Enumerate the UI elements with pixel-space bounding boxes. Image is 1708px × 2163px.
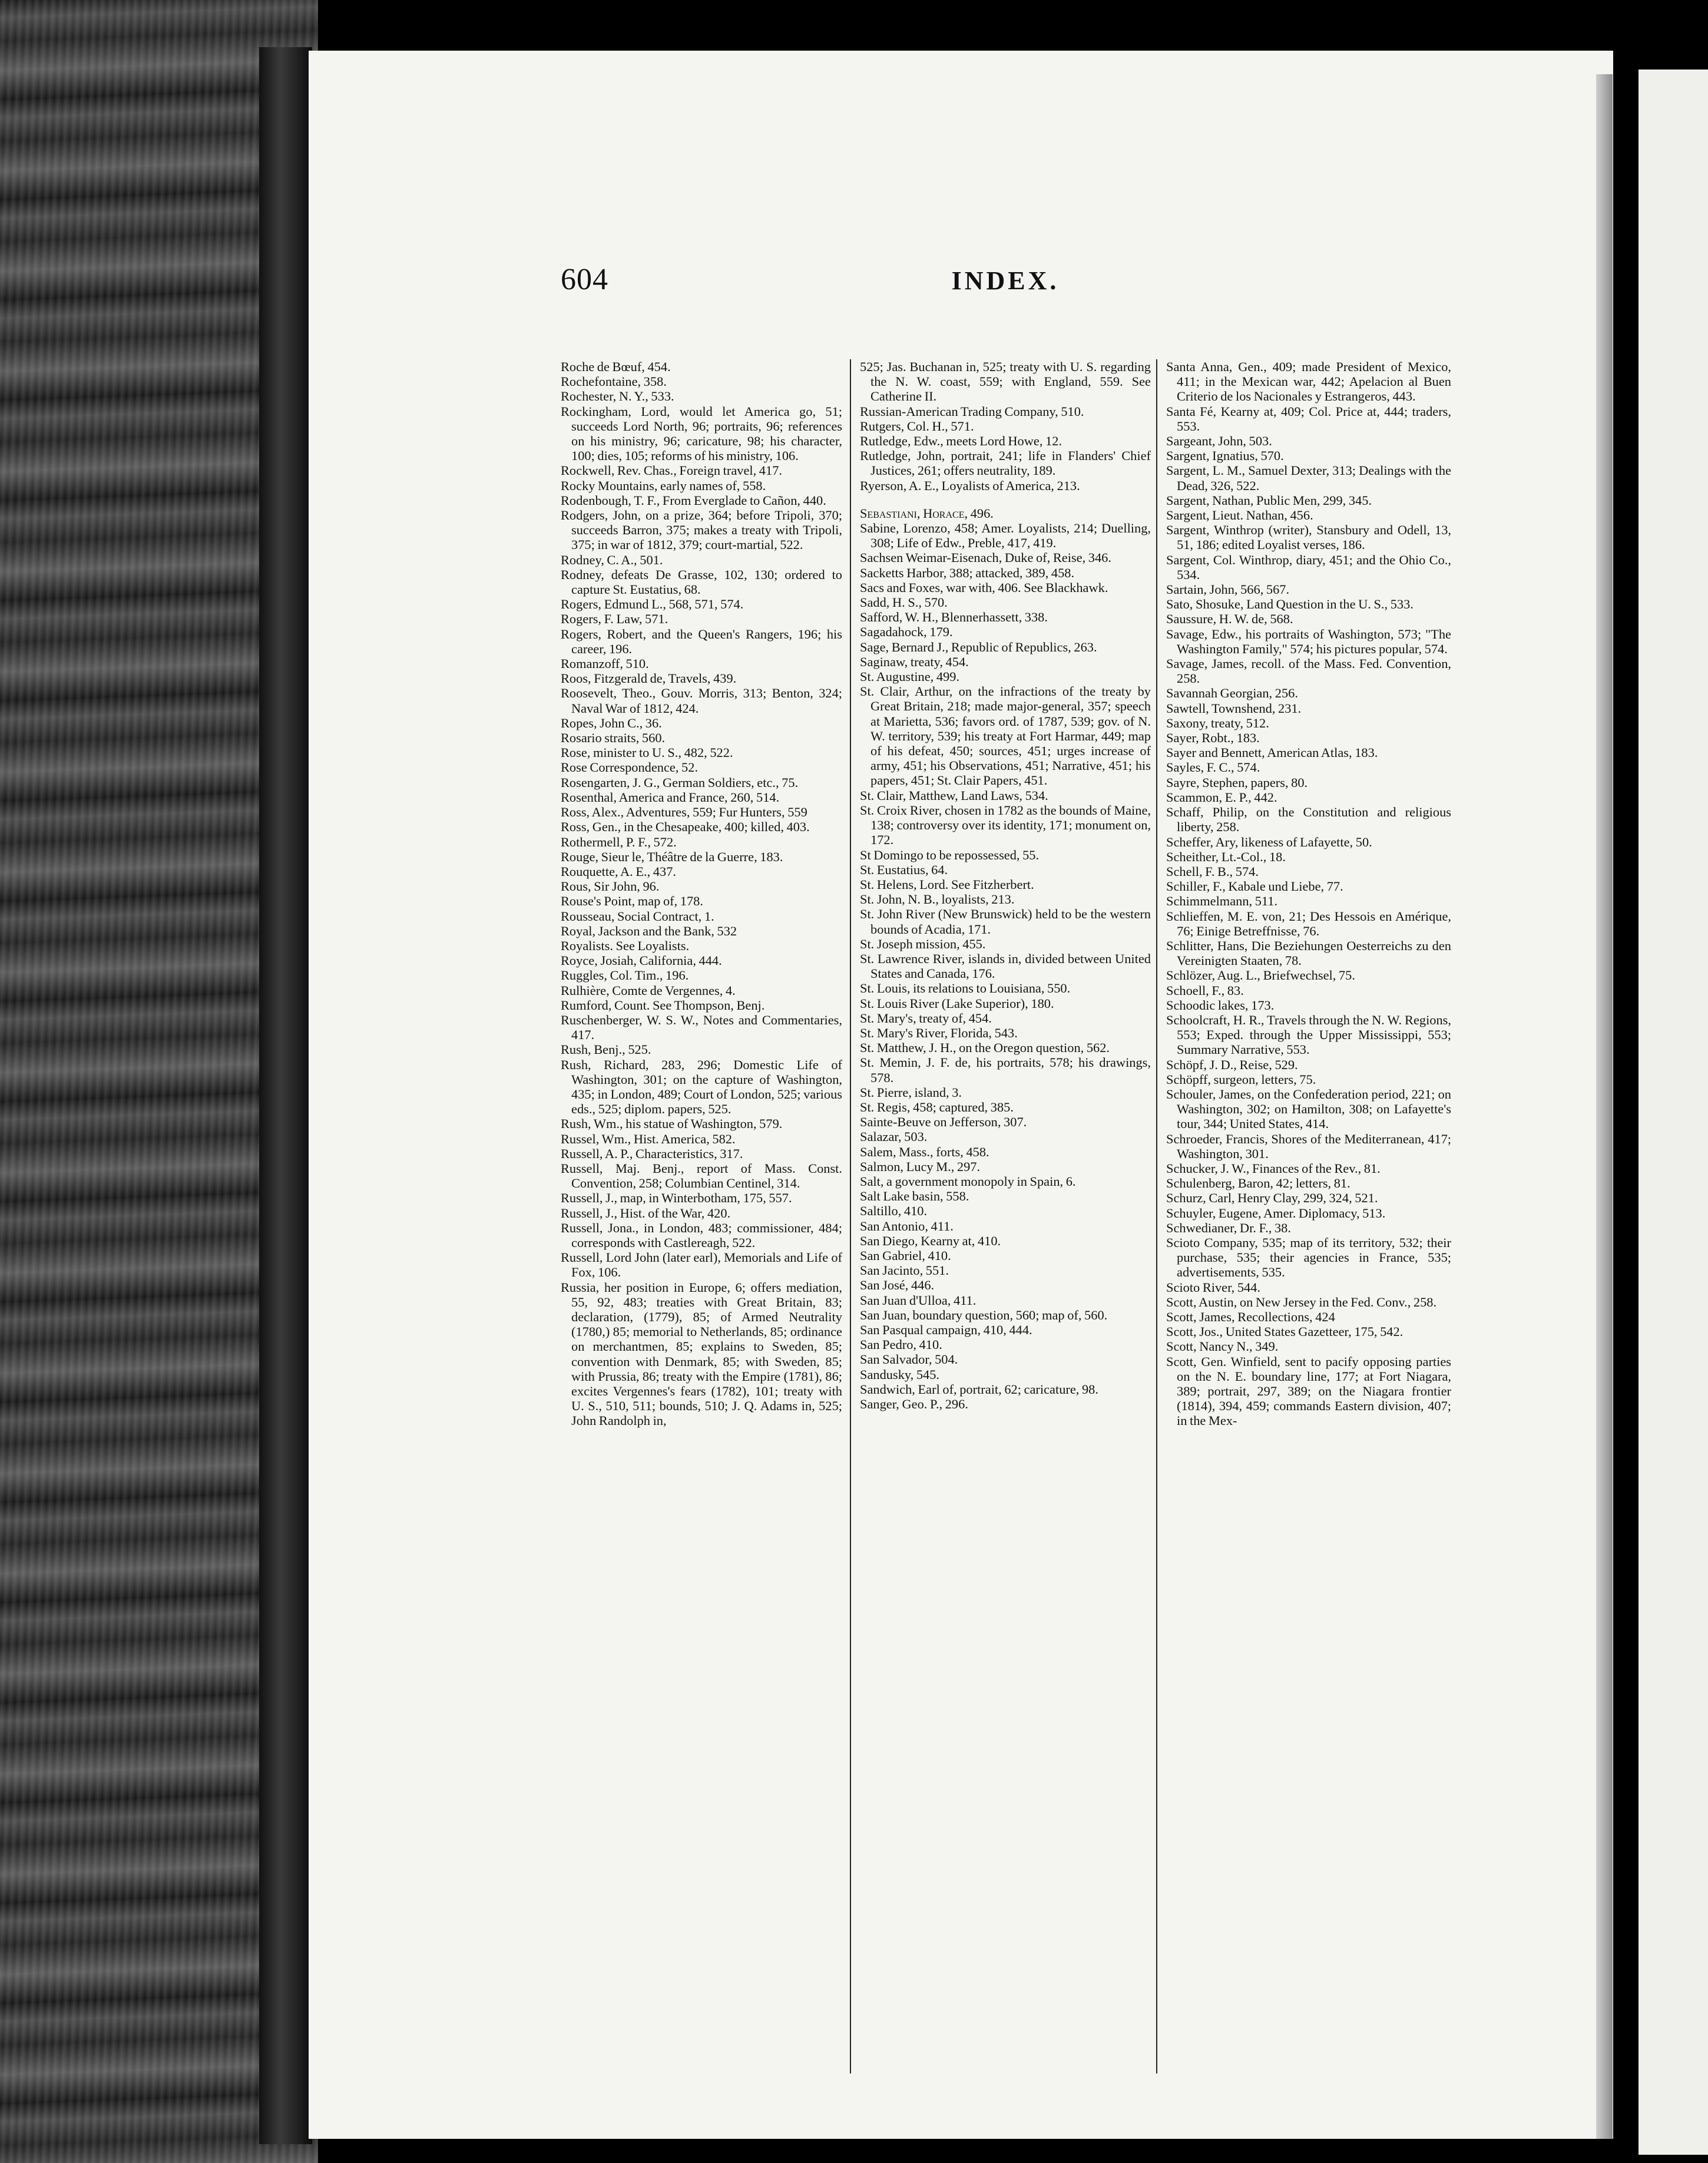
- index-entry: Sachsen Weimar-Eisenach, Duke of, Reise, 346.: [860, 550, 1111, 565]
- index-entry: Santa Anna, Gen., 409; made President of Mexico, 411; in the Mexican war, 442; Apelacion al Buen Criterio de los Nacionales y Estrangeros, 443.: [1166, 359, 1451, 404]
- index-entry: St. Clair, Matthew, Land Laws, 534.: [860, 788, 1048, 803]
- page-gutter-shadow: [259, 47, 312, 2144]
- index-column-1: [561, 359, 842, 1428]
- index-entry: Scammon, E. P., 442.: [1166, 789, 1277, 805]
- column-divider-1: [850, 359, 851, 2073]
- index-entry: Russell, J., map, in Winterbotham, 175, 557.: [561, 1190, 792, 1206]
- index-entry: Rodenbough, T. F., From Everglade to Cañon, 440.: [561, 492, 826, 508]
- index-entry: Sacketts Harbor, 388; attacked, 389, 458.: [860, 565, 1075, 580]
- index-entry: Schlözer, Aug. L., Briefwechsel, 75.: [1166, 968, 1355, 983]
- index-entry: Rose Correspondence, 52.: [561, 760, 699, 775]
- index-entry: Schurz, Carl, Henry Clay, 299, 324, 521.: [1166, 1190, 1378, 1206]
- index-entry: Rutledge, Edw., meets Lord Howe, 12.: [860, 434, 1062, 449]
- index-entry: Savage, James, recoll. of the Mass. Fed. Convention, 258.: [1166, 656, 1451, 686]
- index-entry: San Antonio, 411.: [860, 1218, 954, 1233]
- index-entry: Schwedianer, Dr. F., 38.: [1166, 1220, 1291, 1235]
- index-entry: Scioto Company, 535; map of its territory, 532; their purchase, 535; their agencies in France, 535; advertisements, 535.: [1166, 1235, 1451, 1280]
- index-entry: Ruggles, Col. Tim., 196.: [561, 968, 689, 983]
- index-entry: St. Eustatius, 64.: [860, 862, 948, 877]
- index-entry: Roche de Bœuf, 454.: [561, 359, 671, 374]
- index-entry: Rochefontaine, 358.: [561, 374, 667, 389]
- index-entry: Scott, Austin, on New Jersey in the Fed. Conv., 258.: [1166, 1294, 1437, 1309]
- index-entry: Rush, Richard, 283, 296; Domestic Life of Washington, 301; on the capture of Washington, 435; in London, 489; Court of London, 525; various eds., 525; diplom. papers, 525.: [561, 1057, 842, 1117]
- index-entry: Russian-American Trading Company, 510.: [860, 404, 1084, 419]
- index-entry: St. Matthew, J. H., on the Oregon question, 562.: [860, 1040, 1110, 1056]
- index-entry: Rosenthal, America and France, 260, 514.: [561, 789, 780, 805]
- index-entry: Schuyler, Eugene, Amer. Diplomacy, 513.: [1166, 1205, 1386, 1221]
- index-entry: St. John, N. B., loyalists, 213.: [860, 892, 1015, 907]
- index-entry: Sargent, Col. Winthrop, diary, 451; and the Ohio Co., 534.: [1166, 552, 1451, 582]
- index-entry: Sagadahock, 179.: [860, 624, 953, 640]
- index-entry: St. Regis, 458; captured, 385.: [860, 1099, 1014, 1114]
- index-entry: San Gabriel, 410.: [860, 1248, 951, 1263]
- index-entry: Rodgers, John, on a prize, 364; before Tripoli, 370; succeeds Barron, 375; makes a treaty with Tripoli, 375; in war of 1812, 379; court-martial, 522.: [561, 508, 842, 553]
- index-entry: Rush, Wm., his statue of Washington, 579.: [561, 1116, 783, 1132]
- index-entry: Safford, W. H., Blennerhassett, 338.: [860, 610, 1048, 625]
- index-entry: Rousseau, Social Contract, 1.: [561, 908, 714, 924]
- index-entry: Schiller, F., Kabale und Liebe, 77.: [1166, 879, 1343, 894]
- index-entry: Sebastiani, Horace, 496.: [860, 505, 994, 521]
- page-header: [561, 262, 1450, 303]
- index-entry: Rocky Mountains, early names of, 558.: [561, 478, 766, 493]
- index-entry: St. Louis River (Lake Superior), 180.: [860, 995, 1054, 1011]
- index-entry: Saxony, treaty, 512.: [1166, 715, 1269, 730]
- index-entry: St. Joseph mission, 455.: [860, 936, 986, 951]
- index-entry: 525; Jas. Buchanan in, 525; treaty with U. S. regarding the N. W. coast, 559; with England, 559. See Catherine II.: [860, 359, 1151, 404]
- index-entry: Schlitter, Hans, Die Beziehungen Oesterreichs zu den Vereinigten Staaten, 78.: [1166, 938, 1451, 968]
- index-entry: Rockwell, Rev. Chas., Foreign travel, 417.: [561, 463, 782, 478]
- index-entry: Royal, Jackson and the Bank, 532: [561, 923, 737, 938]
- index-entry: Scott, Gen. Winfield, sent to pacify opposing parties on the N. E. boundary line, 177; at Fort Niagara, 389; portrait, 297, 389; on the Niagara frontier (1814), 394, 459; commands Eastern division, 407; in the Mex-: [1166, 1354, 1451, 1428]
- facing-page-edge: [1639, 70, 1708, 2155]
- index-entry: Sayre, Stephen, papers, 80.: [1166, 775, 1308, 790]
- index-entry: St. Lawrence River, islands in, divided between United States and Canada, 176.: [860, 951, 1151, 981]
- index-entry: Rulhière, Comte de Vergennes, 4.: [561, 983, 736, 998]
- index-entry: Savage, Edw., his portraits of Washington, 573; "The Washington Family," 574; his pictures popular, 574.: [1166, 626, 1451, 656]
- index-entry: Rouquette, A. E., 437.: [561, 864, 677, 879]
- index-entry: Sainte-Beuve on Jefferson, 307.: [860, 1114, 1027, 1130]
- index-entry: Ruschenberger, W. S. W., Notes and Commentaries, 417.: [561, 1012, 842, 1043]
- index-entry: Schoell, F., 83.: [1166, 983, 1244, 998]
- index-entry: Russell, A. P., Characteristics, 317.: [561, 1146, 743, 1161]
- index-entry: Rose, minister to U. S., 482, 522.: [561, 745, 733, 760]
- index-entry: Santa Fé, Kearny at, 409; Col. Price at, 444; traders, 553.: [1166, 404, 1451, 434]
- page-title: INDEX.: [951, 266, 1060, 295]
- index-entry: Schucker, J. W., Finances of the Rev., 81.: [1166, 1160, 1381, 1176]
- index-entry: Rothermell, P. F., 572.: [561, 834, 677, 849]
- index-column-2: [860, 359, 1151, 1411]
- index-entry: Sandusky, 545.: [860, 1367, 940, 1382]
- index-entry: Rush, Benj., 525.: [561, 1042, 651, 1057]
- index-entry: Schouler, James, on the Confederation period, 221; on Washington, 302; on Hamilton, 308; on Lafayette's tour, 344; United States, 414.: [1166, 1086, 1451, 1132]
- index-entry: San Juan, boundary question, 560; map of, 560.: [860, 1307, 1108, 1322]
- index-entry: Schoolcraft, H. R., Travels through the N. W. Regions, 553; Exped. through the Upper Mississippi, 553; Summary Narrative, 553.: [1166, 1012, 1451, 1057]
- index-entry: Sandwich, Earl of, portrait, 62; caricature, 98.: [860, 1381, 1098, 1397]
- index-entry: Schell, F. B., 574.: [1166, 864, 1259, 879]
- index-entry: San Pedro, 410.: [860, 1337, 942, 1352]
- index-entry: Rochester, N. Y., 533.: [561, 389, 674, 404]
- index-entry: Roos, Fitzgerald de, Travels, 439.: [561, 671, 737, 686]
- index-entry: St. Louis, its relations to Louisiana, 550.: [860, 981, 1071, 996]
- index-entry: Salem, Mass., forts, 458.: [860, 1144, 989, 1159]
- index-entry: St. Pierre, island, 3.: [860, 1084, 962, 1100]
- index-entry: Sage, Bernard J., Republic of Republics, 263.: [860, 639, 1097, 654]
- index-entry: Savannah Georgian, 256.: [1166, 686, 1298, 701]
- index-entry: St. Augustine, 499.: [860, 669, 960, 684]
- index-entry: Schaff, Philip, on the Constitution and religious liberty, 258.: [1166, 805, 1451, 835]
- index-entry: Salt Lake basin, 558.: [860, 1189, 969, 1204]
- index-entry: Russell, Jona., in London, 483; commissioner, 484; corresponds with Castlereagh, 522.: [561, 1220, 842, 1250]
- page-number: 604: [561, 263, 608, 296]
- index-entry: Sayles, F. C., 574.: [1166, 760, 1260, 775]
- index-entry: San Pasqual campaign, 410, 444.: [860, 1322, 1032, 1337]
- index-entry: Ross, Alex., Adventures, 559; Fur Hunters, 559: [561, 805, 807, 820]
- index-entry: Salmon, Lucy M., 297.: [860, 1159, 981, 1174]
- index-entry: Romanzoff, 510.: [561, 656, 649, 672]
- index-entry: Sargent, Winthrop (writer), Stansbury and Odell, 13, 51, 186; edited Loyalist verses, 186.: [1166, 522, 1451, 553]
- index-entry: San Diego, Kearny at, 410.: [860, 1233, 1001, 1248]
- index-entry: Russell, Lord John (later earl), Memorials and Life of Fox, 106.: [561, 1250, 842, 1280]
- index-entry: Salazar, 503.: [860, 1129, 928, 1145]
- index-entry: Sanger, Geo. P., 296.: [860, 1397, 968, 1412]
- index-entry: Russell, Maj. Benj., report of Mass. Const. Convention, 258; Columbian Centinel, 314.: [561, 1160, 842, 1191]
- index-entry: Ropes, John C., 36.: [561, 715, 662, 730]
- index-entry: St. Clair, Arthur, on the infractions of the treaty by Great Britain, 218; made major-general, 357; speech at Marietta, 536; favors ord. of 1787, 539; gov. of N. W. territory, 539; his treaty at Fort Harmar, 449; map of his defeat, 450; sources, 451; urges increase of army, 451; his Observations, 451; Narrative, 451; his papers, 451; St. Clair Papers, 451.: [860, 684, 1151, 788]
- index-entry: Ryerson, A. E., Loyalists of America, 213.: [860, 478, 1080, 493]
- column-divider-2: [1156, 359, 1157, 2073]
- index-entry: St. Mary's River, Florida, 543.: [860, 1025, 1018, 1040]
- index-entry: Rogers, F. Law, 571.: [561, 611, 668, 627]
- index-entry: Saginaw, treaty, 454.: [860, 654, 969, 669]
- index-entry: Rodney, defeats De Grasse, 102, 130; ordered to capture St. Eustatius, 68.: [561, 567, 842, 597]
- index-entry: Scott, James, Recollections, 424: [1166, 1309, 1335, 1324]
- index-entry: Sayer and Bennett, American Atlas, 183.: [1166, 745, 1378, 760]
- index-entry: San Salvador, 504.: [860, 1352, 958, 1367]
- index-entry: Sayer, Robt., 183.: [1166, 730, 1260, 746]
- index-entry: Schöpf, J. D., Reise, 529.: [1166, 1057, 1298, 1072]
- index-entry: Sargeant, John, 503.: [1166, 434, 1272, 449]
- index-entry: Schroeder, Francis, Shores of the Mediterranean, 417; Washington, 301.: [1166, 1131, 1451, 1161]
- index-entry: Scioto River, 544.: [1166, 1279, 1261, 1295]
- index-entry: Rouge, Sieur le, Théâtre de la Guerre, 183.: [561, 849, 783, 864]
- index-entry: Royalists. See Loyalists.: [561, 938, 690, 953]
- index-entry: Rouse's Point, map of, 178.: [561, 894, 703, 909]
- index-entry: St Domingo to be repossessed, 55.: [860, 847, 1040, 862]
- index-entry: Sacs and Foxes, war with, 406. See Blackhawk.: [860, 580, 1108, 595]
- index-entry: Rockingham, Lord, would let America go, 51; succeeds Lord North, 96; portraits, 96; references on his ministry, 96; caricature, 98; his character, 100; dies, 105; reforms of his ministry, 106.: [561, 404, 842, 464]
- index-entry: Rous, Sir John, 96.: [561, 879, 660, 894]
- index-entry: San Juan d'Ulloa, 411.: [860, 1292, 977, 1308]
- index-entry: Saltillo, 410.: [860, 1203, 928, 1219]
- index-entry: Rosario straits, 560.: [561, 730, 666, 746]
- index-entry: San José, 446.: [860, 1278, 935, 1293]
- index-entry: Roosevelt, Theo., Gouv. Morris, 313; Benton, 324; Naval War of 1812, 424.: [561, 686, 842, 716]
- index-column-3: [1166, 359, 1451, 1428]
- index-entry: Russel, Wm., Hist. America, 582.: [561, 1131, 736, 1146]
- index-entry: Sargent, Ignatius, 570.: [1166, 448, 1284, 464]
- index-entry: St. Mary's, treaty of, 454.: [860, 1010, 992, 1026]
- index-entry: Schlieffen, M. E. von, 21; Des Hessois en Amérique, 76; Einige Betreffnisse, 76.: [1166, 908, 1451, 938]
- index-entry: San Jacinto, 551.: [860, 1263, 949, 1278]
- index-entry: Scheffer, Ary, likeness of Lafayette, 50.: [1166, 834, 1372, 849]
- index-entry: Rogers, Edmund L., 568, 571, 574.: [561, 597, 744, 612]
- index-entry: St. Croix River, chosen in 1782 as the bounds of Maine, 138; controversy over its identity, 171; monument on, 172.: [860, 802, 1151, 848]
- index-entry: Rosengarten, J. G., German Soldiers, etc., 75.: [561, 775, 799, 790]
- index-entry: Scheither, Lt.-Col., 18.: [1166, 849, 1286, 864]
- index-entry: Schöpff, surgeon, letters, 75.: [1166, 1071, 1316, 1087]
- index-entry: Scott, Nancy N., 349.: [1166, 1339, 1279, 1354]
- index-entry: Saussure, H. W. de, 568.: [1166, 611, 1293, 627]
- index-entry: Sadd, H. S., 570.: [860, 595, 948, 610]
- index-entry: Sartain, John, 566, 567.: [1166, 582, 1290, 597]
- index-entry: Sabine, Lorenzo, 458; Amer. Loyalists, 214; Duelling, 308; Life of Edw., Preble, 417, 419.: [860, 521, 1151, 551]
- index-entry: Rutgers, Col. H., 571.: [860, 418, 974, 434]
- index-entry: Sargent, L. M., Samuel Dexter, 313; Dealings with the Dead, 326, 522.: [1166, 463, 1451, 493]
- index-entry: Rumford, Count. See Thompson, Benj.: [561, 997, 765, 1013]
- index-entry: Sato, Shosuke, Land Question in the U. S., 533.: [1166, 597, 1414, 612]
- index-entry: Rodney, C. A., 501.: [561, 552, 663, 567]
- index-entry: Scott, Jos., United States Gazetteer, 175, 542.: [1166, 1324, 1404, 1340]
- page-right-edge: [1596, 74, 1613, 2139]
- index-entry: Sawtell, Townshend, 231.: [1166, 700, 1302, 716]
- index-entry: Schimmelmann, 511.: [1166, 894, 1278, 909]
- index-entry: St. Memin, J. F. de, his portraits, 578; his drawings, 578.: [860, 1055, 1151, 1085]
- index-entry: St. Helens, Lord. See Fitzherbert.: [860, 877, 1034, 892]
- index-entry: Rogers, Robert, and the Queen's Rangers, 196; his career, 196.: [561, 626, 842, 656]
- index-entry: Salt, a government monopoly in Spain, 6.: [860, 1173, 1076, 1189]
- index-entry: St. John River (New Brunswick) held to be the western bounds of Acadia, 171.: [860, 907, 1151, 937]
- index-entry: Sargent, Nathan, Public Men, 299, 345.: [1166, 492, 1372, 508]
- index-entry: Rutledge, John, portrait, 241; life in Flanders' Chief Justices, 261; offers neutrality, 189.: [860, 448, 1151, 478]
- index-entry: Russell, J., Hist. of the War, 420.: [561, 1205, 731, 1221]
- index-entry: Schulenberg, Baron, 42; letters, 81.: [1166, 1176, 1350, 1191]
- index-entry: Schoodic lakes, 173.: [1166, 997, 1275, 1013]
- index-entry: Sargent, Lieut. Nathan, 456.: [1166, 508, 1313, 523]
- index-entry: Royce, Josiah, California, 444.: [561, 953, 722, 968]
- index-entry: Russia, her position in Europe, 6; offers mediation, 55, 92, 483; treaties with Great Britain, 83; declaration, (1779), 85; of Armed Neutrality (1780,) 85; memorial to Netherlands, 85; ordinance on merchantmen, 85; explains to Sweden, 85; convention with Denmark, 85; with Sweden, 85; with Prussia, 86; treaty with the Empire (1781), 86; excites Vergennes's fears (1782), 101; treaty with U. S., 510, 511; bounds, 510; J. Q. Adams in, 525; John Randolph in,: [561, 1279, 842, 1428]
- index-entry: Ross, Gen., in the Chesapeake, 400; killed, 403.: [561, 819, 810, 835]
